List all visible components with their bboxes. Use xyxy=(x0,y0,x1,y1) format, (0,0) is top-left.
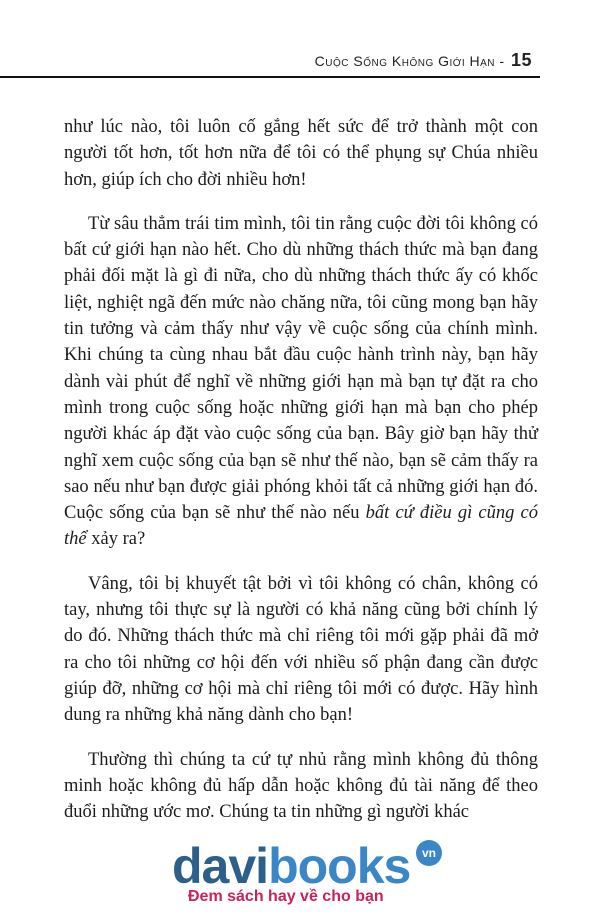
header-rule xyxy=(0,76,540,78)
logo-tagline: Đem sách hay về cho bạn xyxy=(188,888,384,905)
paragraph-2-text: Từ sâu thẳm trái tim mình, tôi tin rằng cuộc đời tôi không có bất cứ giới hạn nào hết. Cho dù những thách thức mà bạn đang phải đối mặt là gì đi nữa, cho dù những thách thức ấy có khốc liệt, nghiệt ngã đến mức nào chăng nữa, tôi cũng mong bạn hãy tin tưởng và cảm thấy như vậy về cuộc sống của chính mình. Khi chúng ta cùng nhau bắt đầu cuộc hành trình này, bạn hãy dành vài phút để nghĩ về những giới hạn mà bạn tự đặt ra cho mình trong cuộc sống hoặc những giới hạn mà bạn cho phép người khác áp đặt vào cuộc sống của bạn. Bây giờ bạn hãy thử nghĩ xem cuộc sống của bạn sẽ như thế nào, bạn sẽ cảm thấy ra sao nếu như bạn được giải phóng khỏi tất cả những giới hạn đó. Cuộc sống của bạn sẽ như thế nào nếu xyxy=(64,213,538,524)
running-title: Cuộc Sống Không Giới Hạn - xyxy=(314,53,505,69)
paragraph-4: Thường thì chúng ta cứ tự nhủ rằng mình không đủ thông minh hoặc không đủ hấp dẫn hoặc không đủ tài năng để theo đuổi những ước mơ. Chúng ta tin những gì người khác xyxy=(64,749,538,823)
logo-part-books: books xyxy=(268,838,411,894)
logo-wordmark xyxy=(172,838,410,894)
page-number: 15 xyxy=(510,50,532,70)
logo-part-davi: davi xyxy=(172,838,269,894)
paragraph-2-end: xảy ra? xyxy=(86,529,146,550)
davibooks-watermark xyxy=(172,838,462,914)
body-text xyxy=(64,114,538,843)
paragraph-2 xyxy=(64,211,538,553)
vn-badge: vn xyxy=(416,840,442,866)
paragraph-1: như lúc nào, tôi luôn cố gắng hết sức để trở thành một con người tốt hơn, tốt hơn nữa để tôi có thể phụng sự Chúa nhiều hơn, giúp ích cho đời nhiều hơn! xyxy=(64,117,538,190)
running-header xyxy=(315,50,532,71)
paragraph-2-italic: bất cứ điều gì cũng có thể xyxy=(64,503,538,550)
paragraph-3: Vâng, tôi bị khuyết tật bởi vì tôi không có chân, không có tay, nhưng tôi thực sự là người có khả năng cũng bởi chính lý do đó. Những thách thức mà chỉ riêng tôi mới gặp phải đã mở ra cho tôi những cơ hội đến với nhiều số phận đang cần được giúp đỡ, những cơ hội mà chỉ riêng tôi mới có được. Hãy hình dung ra những khả năng dành cho bạn! xyxy=(64,573,538,726)
